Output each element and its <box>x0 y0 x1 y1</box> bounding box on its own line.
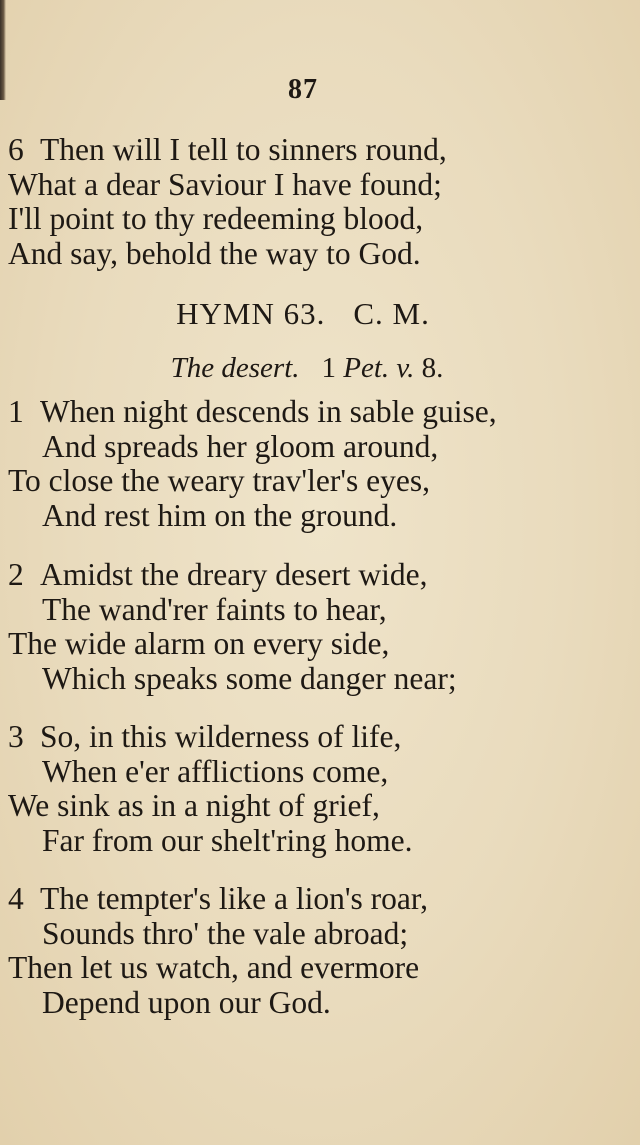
stanza-number: 4 <box>8 881 24 916</box>
hymn-title <box>0 296 606 332</box>
stanza-line: 6 Then will I tell to sinners round, <box>8 132 447 167</box>
hymn-subtitle <box>0 352 614 385</box>
stanza-line: 4 The tempter's like a lion's roar, <box>8 881 428 916</box>
stanza-line: What a dear Saviour I have found; <box>8 166 442 202</box>
stanza-line: And rest him on the ground. <box>42 497 398 533</box>
stanza-line: When e'er afflictions come, <box>42 753 389 789</box>
scripture-verse: 8. <box>421 352 444 384</box>
stanza-line: I'll point to thy redeeming blood, <box>8 201 424 236</box>
scripture-reference: Pet. v. <box>343 352 415 384</box>
stanza-1 <box>8 395 608 533</box>
stanza-line: 3 So, in this wilderness of life, <box>8 719 402 754</box>
stanza-6 <box>8 133 608 271</box>
stanza-line: The wand'rer faints to hear, <box>42 591 387 627</box>
page-number: 87 <box>288 74 318 105</box>
scripture-book-number: 1 <box>321 352 336 384</box>
stanza-number: 3 <box>8 719 24 754</box>
hymn-meter: C. M. <box>353 296 430 331</box>
stanza-2 <box>8 558 608 696</box>
stanza-line: Sounds thro' the vale abroad; <box>42 915 409 951</box>
stanza-line: 1 When night descends in sable guise, <box>8 394 497 429</box>
stanza-line: We sink as in a night of grief, <box>8 788 380 823</box>
stanza-line: Which speaks some danger near; <box>42 660 457 696</box>
stanza-line: 2 Amidst the dreary desert wide, <box>8 557 428 592</box>
stanza-3 <box>8 720 608 858</box>
stanza-line: Then let us watch, and evermore <box>8 950 420 985</box>
stanza-number: 6 <box>8 132 24 167</box>
subtitle-text: The desert. <box>170 352 300 384</box>
stanza-number: 2 <box>8 557 24 592</box>
stanza-line: Far from our shelt'ring home. <box>42 822 413 858</box>
stanza-line: Depend upon our God. <box>42 984 331 1020</box>
stanza-4 <box>8 882 608 1020</box>
stanza-line: And say, behold the way to God. <box>8 235 421 271</box>
stanza-line: The wide alarm on every side, <box>8 626 390 661</box>
stanza-line: To close the weary trav'ler's eyes, <box>8 463 430 498</box>
hymn-number: HYMN 63. <box>176 296 326 331</box>
stanza-number: 1 <box>8 394 24 429</box>
stanza-line: And spreads her gloom around, <box>42 428 439 464</box>
